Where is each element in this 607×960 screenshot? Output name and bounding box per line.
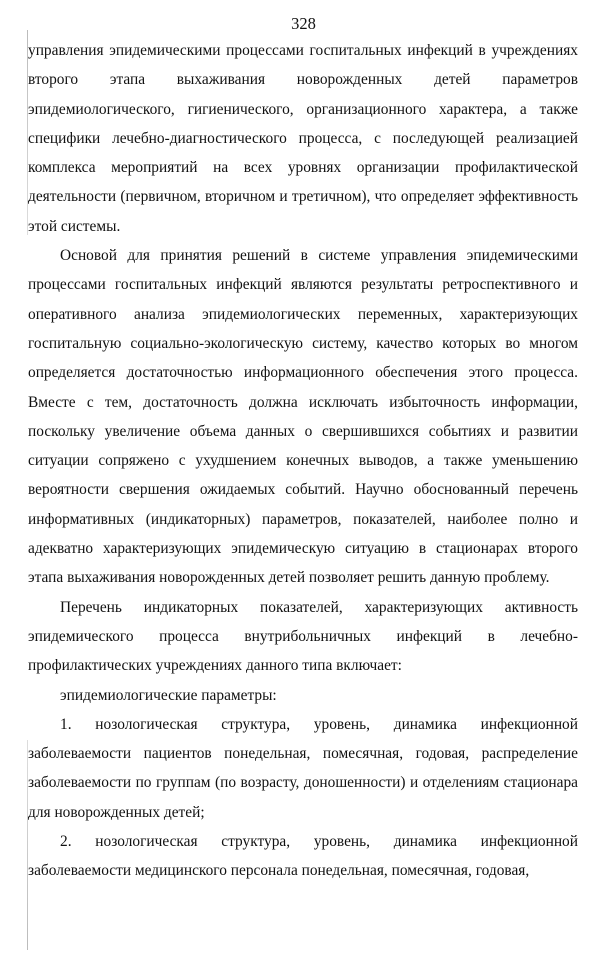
page-body — [28, 36, 578, 886]
paragraph-indicator-list-intro: Перечень индикаторных показателей, характеризующих активность эпидемического процесса внутрибольничных инфекций в лечебно-профилактических учреждениях данного типа включает: — [28, 598, 578, 675]
paragraph-epidemiological-params: эпидемиологические параметры: — [60, 686, 277, 704]
list-item-2: 2. нозологическая структура, уровень, динамика инфекционной заболеваемости медицинского персонала понедельная, помесячная, годовая, — [28, 833, 578, 880]
page-number: 328 — [291, 14, 316, 33]
paragraph-continuation: управления эпидемическими процессами госпитальных инфекций в учреждениях второго этапа выхаживания новорожденных детей параметров эпидемиологического, гигиенического, организационного характера, а также специфики лечебно-диагностического процесса, с последующей реализацией комплекса мероприятий на всех уровнях организации профилактической деятельности (первичном, вторичном и третичном), что определяет эффективность этой системы. — [28, 42, 578, 235]
paragraph-decision-basis: Основой для принятия решений в системе управления эпидемическими процессами госпитальных инфекций являются результаты ретроспективного и оперативного анализа эпидемиологических переменных, характеризующих госпитальную социально-экологическую систему, качество которых во многом определяется достаточностью информационного обеспечения этого процесса. Вместе с тем, достаточность должна исключать избыточность информации, поскольку увеличение объема данных о свершившихся событиях и развитии ситуации сопряжено с ухудшением конечных выводов, а также уменьшению вероятности свершения ожидаемых событий. Научно обоснованный перечень информативных (индикаторных) параметров, показателей, наиболее полно и адекватно характеризующих эпидемическую ситуацию в стационарах второго этапа выхаживания новорожденных детей позволяет решить данную проблему. — [28, 247, 578, 587]
list-item-1: 1. нозологическая структура, уровень, динамика инфекционной заболеваемости пациентов понедельная, помесячная, годовая, распределение заболеваемости по группам (по возрасту, доношенности) и отделениям стационара для новорожденных детей; — [28, 715, 578, 821]
